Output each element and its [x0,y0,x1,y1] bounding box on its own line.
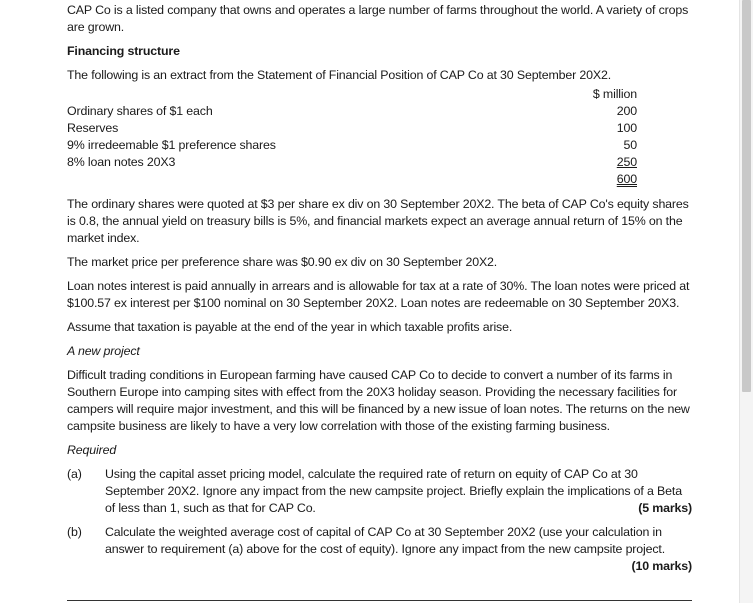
document-body [67,2,692,582]
preference-paragraph: The market price per preference share was $0.90 ex div on 30 September 20X2. [67,255,498,269]
sofp-total-row [67,171,637,188]
project-paragraph: Difficult trading conditions in European farming have caused CAP Co to decide to convert a number of its farms in Southern Europe into camping sites with effect from the 20X3 holiday season. Providing the necessary facilities for campers will require major investment, and this will be financed by a new issue of loan notes. The returns on the new campsite business are likely to have a very low correlation with those of the existing farming business. [67,368,690,433]
sofp-header-row [67,86,637,103]
loan-notes-paragraph: Loan notes interest is paid annually in arrears and is allowable for tax at a rate of 30%. The loan notes were priced at $100.57 ex interest per $100 nominal on 30 September 20X2. Loan notes are redeemable on 30 September 20X3. [67,279,690,310]
financing-heading: Financing structure [67,44,180,58]
requirement-b [67,524,692,575]
requirement-label: (b) [67,525,82,539]
requirement-label: (a) [67,467,82,481]
sofp-row-label: 8% loan notes 20X3 [67,155,176,169]
table-row [67,120,637,137]
sofp-row-label: Reserves [67,121,119,135]
intro-paragraph: CAP Co is a listed company that owns and operates a large number of farms throughout the world. A variety of crops are grown. [67,3,689,34]
requirement-marks: (5 marks) [638,501,692,515]
sofp-row-value: 250 [616,155,637,169]
sofp-row-value: 50 [623,138,637,152]
taxation-paragraph: Assume that taxation is payable at the end of the year in which taxable profits arise. [67,320,513,334]
sofp-intro-paragraph: The following is an extract from the Statement of Financial Position of CAP Co at 30 September 20X2. [67,68,612,82]
sofp-row-value: 100 [616,121,637,135]
table-row [67,103,637,120]
table-row [67,154,637,171]
sofp-total-value: 600 [616,172,637,186]
requirement-text: Using the capital asset pricing model, calculate the required rate of return on equity of CAP Co at 30 September 20X2. Ignore any impact from the new campsite project. Briefly explain the implications of a Beta of less than 1, such as that for CAP Co. [105,467,682,515]
project-heading: A new project [67,344,140,358]
requirement-a [67,466,692,517]
requirement-text: Calculate the weighted average cost of capital of CAP Co at 30 September 20X2 (use your calculation in answer to requirement (a) above for the cost of equity). Ignore any impact from the new campsite project. [105,525,665,556]
vertical-scrollbar[interactable] [739,0,753,603]
sofp-row-label: 9% irredeemable $1 preference shares [67,138,276,152]
page-bottom-divider [67,600,692,601]
sofp-unit-header: $ million [592,87,637,101]
sofp-row-label: Ordinary shares of $1 each [67,104,213,118]
requirement-marks: (10 marks) [631,559,692,573]
sofp-row-value: 200 [616,104,637,118]
sofp-table [67,86,637,188]
scrollbar-thumb[interactable] [742,0,751,392]
shares-paragraph: The ordinary shares were quoted at $3 per share ex div on 30 September 20X2. The beta of CAP Co's equity shares is 0.8, the annual yield on treasury bills is 5%, and financial markets expect an average annual return of 15% on the market index. [67,197,689,245]
table-row [67,137,637,154]
required-heading: Required [67,443,117,457]
